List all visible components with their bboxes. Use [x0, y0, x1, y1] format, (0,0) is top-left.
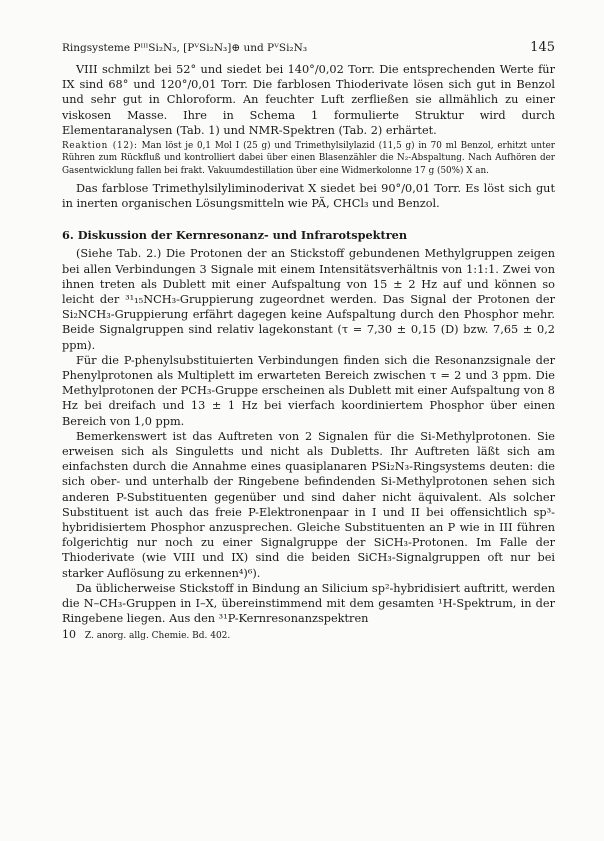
reaction-procedure	[62, 140, 555, 177]
page	[62, 40, 555, 641]
running-title: Ringsysteme PᴵᴵᴵSi₂N₃, [PⱽSi₂N₃]⊕ und PⱽSi₂N₃	[62, 42, 308, 54]
paragraph-stickstoff: Da üblicherweise Stickstoff in Bindung an Silicium sp²-hybridisiert auftritt, werden die N–CH₃-Gruppen in I–X, übereinstimmend mit dem gesamten ¹H-Spektrum, in der Ringebene liegen. Aus den ³¹P-Kernresonanzspektren	[62, 581, 555, 626]
paragraph-protonen: (Siehe Tab. 2.) Die Protonen der an Stickstoff gebundenen Methylgruppen zeigen bei allen Verbindungen 3 Signale mit einem Intensitätsverhältnis von 1:1:1. Zwei von ihnen treten als Dublett mit einer Aufspaltung von 15 ± 2 Hz auf und können so leicht der ³¹₁₅NCH₃-Gruppierung zugeordnet werden. Das Signal der Protonen der Si₂NCH₃-Gruppierung erfährt dagegen keine Aufspaltung durch den Phosphor mehr. Beide Signalgruppen sind relativ lagekonstant (τ = 7,30 ± 0,15 (D) bzw. 7,65 ± 0,2 ppm).	[62, 247, 555, 352]
journal-signature: Z. anorg. allg. Chemie. Bd. 402.	[84, 631, 231, 642]
section-heading: 6. Diskussion der Kernresonanz- und Infrarotspektren	[62, 228, 408, 243]
page-number: 145	[530, 40, 555, 55]
reaction-text: Man löst je 0,1 Mol I (25 g) und Trimethylsilylazid (11,5 g) in 70 ml Benzol, erhitzt unter Rühren zum Rückfluß und kontrolliert dabei über einen Blasenzähler die N₂-Abspaltung. Nach Aufhören der Gasentwicklung fallen bei frakt. Vakuumdestillation über eine Widmerkolonne 17 g (50%) X an.	[62, 141, 556, 176]
page-footer	[62, 628, 555, 641]
paragraph-iminoderivat: Das farblose Trimethylsilyliminoderivat X siedet bei 90°/0,01 Torr. Es löst sich gut in inerten organischen Lösungsmitteln wie PÄ, CHCl₃ und Benzol.	[62, 181, 555, 211]
sheet-number: 10	[62, 628, 76, 642]
paragraph-si-methyl: Bemerkenswert ist das Auftreten von 2 Signalen für die Si-Methylprotonen. Sie erweisen sich als Singuletts und nicht als Dubletts. Ihr Auftreten läßt sich am einfachsten durch die Annahme eines quasiplanaren PSi₂N₃-Ringsystems deuten: die sich ober- und unterhalb der Ringebene befindenden Si-Methylprotonen sehen sich anderen P-Substituenten gegenüber und sind daher nicht äquivalent. Als solcher Substituent ist auch das freie P-Elektronenpaar in I und II bei offensichtlich sp³-hybridisiertem Phosphor anzusprechen. Gleiche Substituenten an P wie in III führen folgerichtig nur noch zu einer Signalgruppe der SiCH₃-Protonen. Im Falle der Thioderivate (wie VIII und IX) sind die beiden SiCH₃-Signalgruppen oft nur bei starker Auflösung zu erkennen⁴)⁶).	[62, 429, 555, 580]
paragraph-phenyl: Für die P-phenylsubstituierten Verbindungen finden sich die Resonanzsignale der Phenylprotonen als Multiplett im erwarteten Bereich zwischen τ = 2 und 3 ppm. Die Methylprotonen der PCH₃-Gruppe erscheinen als Dublett mit einer Aufspaltung von 8 Hz bei dreifach und 13 ± 1 Hz bei vierfach koordiniertem Phosphor über einen Bereich von 1,0 ppm.	[62, 353, 555, 428]
paragraph-melting-points: VIII schmilzt bei 52° und siedet bei 140°/0,02 Torr. Die entsprechenden Werte für IX sind 68° und 120°/0,01 Torr. Die farblosen Thioderivate lösen sich gut in Benzol und sehr gut in Chloroform. An feuchter Luft zerfließen sie allmählich zu einer viskosen Masse. Ihre in Schema 1 formulierte Struktur wird durch Elementaranalysen (Tab. 1) und NMR-Spektren (Tab. 2) erhärtet.	[62, 63, 555, 137]
reaction-label: Reaktion (12):	[62, 141, 138, 152]
running-header	[62, 40, 555, 62]
